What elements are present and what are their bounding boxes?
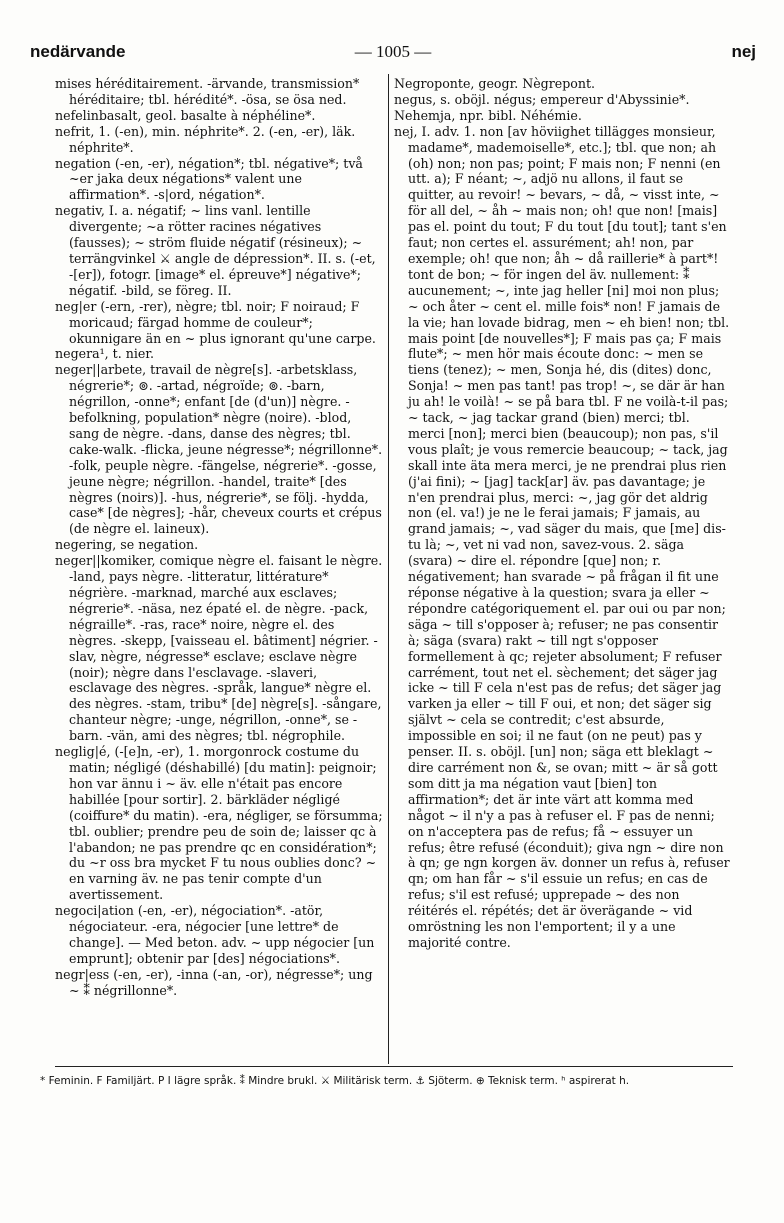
abbreviation-legend: * Feminin. F Familjärt. P I lägre språk. ⁑ Mindre brukl. ⚔ Militärisk term. ⚓ Sjöterm. ⊕ Teknisk term. ʰ aspirerat h. — [40, 1075, 630, 1087]
dictionary-entry: nefrit, 1. (-en), min. néphrite*. 2. (-en, -er), läk. néphrite*. — [55, 123, 356, 155]
dictionary-entry: negativ, I. a. négatif; ~ lins vanl. lentille divergente; ~a rötter racines négatives (fausses); ~ ström fluide négatif (résineux); ~ terrängvinkel ⚔ angle de dépression*. II. s. (-et, -[er]), fotogr. [image* el. épreuve*] négative*; négatif. -bild, se föreg. II. — [55, 203, 376, 298]
dictionary-entry: negation (-en, -er), négation*; tbl. négative*; två ~er jaka deux négations* valent une affirmation*. -s|ord, négation*. — [55, 155, 363, 203]
dictionary-entry: negoci|ation (-en, -er), négociation*. -atör, négociateur. -era, négocier [une lettre* de change]. — Med beton. adv. ~ upp négocier [un emprunt]; obtenir par [des] négociations*. — [55, 903, 375, 966]
dictionary-entry: neg|er (-ern, -rer), nègre; tbl. noir; F noiraud; F moricaud; färgad homme de couleur*; okunnigare än en ~ plus ignorant qu'une carpe. — [55, 298, 376, 346]
dictionary-entry: nej, I. adv. 1. non [av höviighet tillägges monsieur, madame*, mademoiselle*, etc.]; tbl. que non; ah (oh) non; non pas; point; F mais non; F nenni (en utt. a); F néant; ~, adjö nu allons, il faut se quitter, au revoir! ~ bevars, ~ då, ~ visst inte, ~ för all del, ~ åh ~ mais non; oh! que non! [mais] pas el. point du tout; F du tout [du tout]; tant s'en faut; non certes el. assurément; ah! non, par exemple; oh! que non; åh ~ då raillerie* à part*! tont de bon; ~ för ingen del äv. nullement: ⁑ aucunement; ~, inte jag heller [ni] moi non plus; ~ och åter ~ cent el. mille fois* non! F jamais de la vie; han lovade bidrag, men ~ eh bien! non; tbl. mais point [de nouvelles*]; F mais pas ça; F mais flute*; ~ men hör mais écoute donc: ~ men se tiens (tenez); ~ men, Sonja hé, dis (dites) donc, Sonja! ~ men pas tant! pas trop! ~, se där är han ju ah! le voilà! ~ se på bara tbl. F ne voilà-t-il pas; ~ tack, ~ jag tackar grand (bien) merci; tbl. merci [non]; merci bien (beaucoup); non pas, s'il vous plaît; je vous remercie beaucoup; ~ tack, jag skall inte äta mera merci, je ne prendrai plus rien (j'ai fini); ~ [jag] tack[ar] äv. pas davantage; je n'en prendrai plus, merci: ~, jag gör det aldrig non (el. va!) je ne le ferai jamais; F jamais, au grand jamais; ~, vad säger du mais, que [me] dis-tu là; ~, vet ni vad non, savez-vous. 2. säga (svara) ~ dire el. répondre [que] non; r. négativement; han svarade ~ på frågan il fit une réponse négative à la question; svara ja eller ~ répondre catégoriquement el. par oui ou par non; säga ~ till s'opposer à; refuser; ne pas consentir à; säga (svara) rakt ~ till ngt s'opposer formellement à qc; rejeter absolument; F refuser carrément, tout net el. sèchement; det säger jag icke ~ till F cela n'est pas de refus; det säger jag varken ja eller ~ till F oui, et non; det säger sig självt ~ cela se contredit; c'est absurde, impossible en soi; il ne faut (on ne peut) pas y penser. II. s. oböjl. [un] non; säga ett bleklagt ~ dire carrément non &, se ovan; mitt ~ är så gott som ditt ja ma négation vaut [bien] ton affirmation*; det är inte värt att komma med något ~ il n'y a pas à refuser el. F pas de nenni; on n'acceptera pas de refus; få ~ essuyer un refus; être refusé (éconduit); giva ngn ~ dire non à qn; ge ngn korgen äv. donner un refus à, refuser qn; om han får ~ s'il essuie un refus; en cas de refus; s'il est refusé; upprepade ~ des non réitérés el. répétés; det är överägande ~ vid omröstning les non l'emportent; il y a une majorité contre. — [394, 123, 730, 950]
dictionary-entry: negera¹, t. nier. — [55, 346, 154, 362]
dictionary-entry: neglig|é, (-[e]n, -er), 1. morgonrock costume du matin; négligé (déshabillé) [du matin]: peignoir; hon var ännu i ~ äv. elle n'était pas encore habillée [pour sortir]. 2. bärkläder négligé (coiffure* du matin). -era, négliger, se försumma; tbl. oublier; prendre peu de soin de; laisser qc à l'abandon; ne pas prendre qc en considération*; du ~r oss bra mycket F tu nous oublies donc? ~ en varning äv. ne pas tenir compte d'un avertissement. — [55, 744, 383, 903]
dictionary-entry: neger||arbete, travail de nègre[s]. -arbetsklass, négrerie*; ⊚. -artad, négroïde; ⊚. -barn, négrillon, -onne*; enfant [de (d'un)] nègre. -befolkning, population* nègre (noire). -blod, sang de nègre. -dans, danse des nègres; tbl. cake-walk. -flicka, jeune négresse*; négrillonne*. -folk, peuple nègre. -fängelse, négrerie*. -gosse, jeune nègre; négrillon. -handel, traite* [des nègres (noirs)]. -hus, négrerie*, se följ. -hydda, case* [de nègres]; -hår, cheveux courts et crépus (de nègre el. laineux). — [55, 362, 383, 537]
dictionary-entry: mises héréditairement. -ärvande, transmission* héréditaire; tbl. hérédité*. -ösa, se ösa ned. — [55, 76, 360, 107]
guide-word-right: nej — [731, 42, 756, 61]
right-column — [394, 76, 730, 1056]
dictionary-entry: Nehemja, npr. bibl. Néhémie. — [394, 107, 582, 123]
page-number: — 1005 — — [354, 42, 432, 61]
dictionary-entry: negering, se negation. — [55, 537, 199, 553]
column-divider — [388, 74, 389, 1064]
guide-word-left: nedärvande — [30, 42, 126, 61]
footer-rule — [55, 1066, 733, 1067]
dictionary-entry: negr|ess (-en, -er), -inna (-an, -or), négresse*; ung ~ ⁑ négrillonne*. — [55, 966, 373, 998]
page-header — [30, 38, 756, 64]
dictionary-entry: Negroponte, geogr. Nègrepont. — [394, 76, 596, 91]
dictionary-entry: neger||komiker, comique nègre el. faisant le nègre. -land, pays nègre. -litteratur, littérature* négrière. -marknad, marché aux esclaves; négrerie*. -näsa, nez épaté el. de nègre. -pack, négraille*. -ras, race* noire, nègre el. des nègres. -skepp, [vaisseau el. bâtiment] négrier. -slav, nègre, négresse* esclave; esclave nègre (noir); nègre dans l'esclavage. -slaveri, esclavage des nègres. -språk, langue* nègre el. des nègres. -stam, tribu* [de] nègre[s]. -sångare, chanteur nègre; -unge, négrillon, -onne*, se -barn. -vän, ami des nègres; tbl. négrophile. — [55, 553, 383, 744]
left-column — [55, 76, 383, 1056]
dictionary-entry: nefelinbasalt, geol. basalte à néphéline*. — [55, 107, 316, 123]
dictionary-entry: negus, s. oböjl. négus; empereur d'Abyssinie*. — [394, 91, 690, 107]
